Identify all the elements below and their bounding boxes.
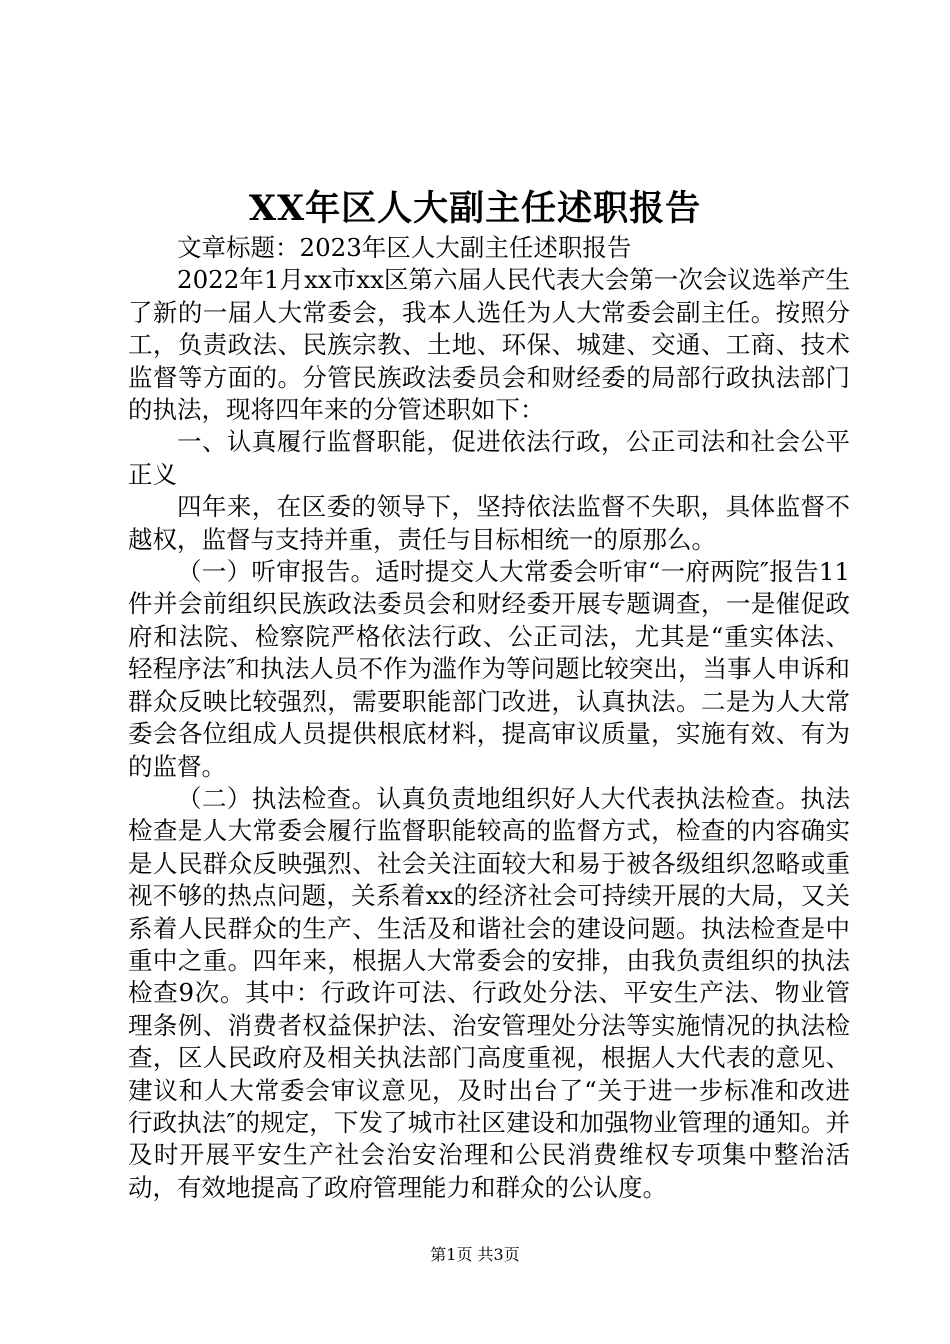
section-heading-1: 一、认真履行监督职能，促进依法行政，公正司法和社会公平正义 xyxy=(128,427,850,489)
law-enforcement-inspection-paragraph: （二）执法检查。认真负责地组织好人大代表执法检查。执法检查是人大常委会履行监督职能较高的监督方式，检查的内容确实是人民群众反映强烈、社会关注面较大和易于被各级组织忽略或重视不够的热点问题，关系着xx的经济社会可持续开展的大局，又关系着人民群众的生产、生活及和谐社会的建设问题。执法检查是中重中之重。四年来，根据人大常委会的安排，由我负责组织的执法检查9次。其中：行政许可法、行政处分法、平安生产法、物业管理条例、消费者权益保护法、治安管理处分法等实施情况的执法检查，区人民政府及相关执法部门高度重视，根据人大代表的意见、建议和人大常委会审议意见，及时出台了“关于进一步标准和改进行政执法″的规定，下发了城市社区建设和加强物业管理的通知。并及时开展平安生产社会治安治理和公民消费维权专项集中整治活动，有效地提高了政府管理能力和群众的公认度。 xyxy=(128,783,850,1202)
document-body xyxy=(128,232,850,1204)
document-title: XX年区人大副主任述职报告 xyxy=(248,188,702,229)
page-number-footer: 第1页 共3页 xyxy=(430,1245,520,1264)
supervision-paragraph: 四年来，在区委的领导下，坚持依法监督不失职，具体监督不越权，监督与支持并重，责任与目标相统一的原那么。 xyxy=(128,492,850,554)
article-title-line: 文章标题：2023年区人大副主任述职报告 xyxy=(177,233,632,262)
intro-paragraph: 2022年1月xx市xx区第六届人民代表大会第一次会议选举产生了新的一届人大常委会，我本人选任为人大常委会副主任。按照分工，负责政法、民族宗教、土地、环保、城建、交通、工商、技术监督等方面的。分管民族政法委员会和财经委的局部行政执法部门的执法，现将四年来的分管述职如下： xyxy=(128,265,850,425)
hearing-reports-paragraph: （一）听审报告。适时提交人大常委会听审“一府两院″报告11件并会前组织民族政法委员会和财经委开展专题调查，一是催促政府和法院、检察院严格依法行政、公正司法，尤其是“重实体法、轻程序法″和执法人员不作为滥作为等问题比较突出，当事人申诉和群众反映比较强烈，需要职能部门改进，认真执法。二是为人大常委会各位组成人员提供根底材料，提高审议质量，实施有效、有为的监督。 xyxy=(128,557,850,781)
